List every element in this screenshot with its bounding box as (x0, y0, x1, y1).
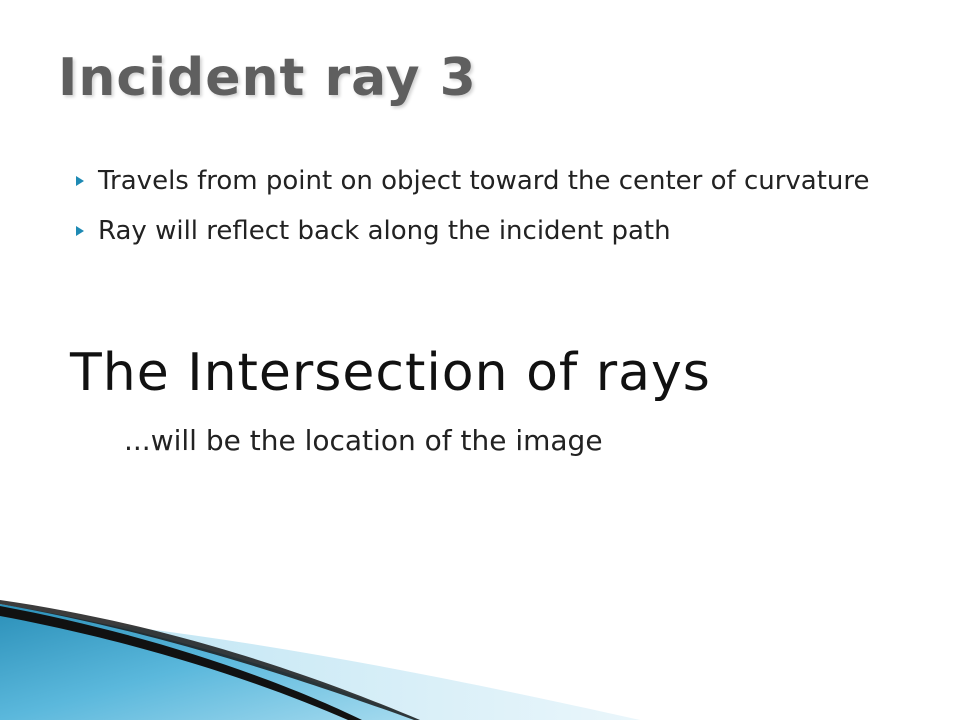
bullet-text: Travels from point on object toward the center of curvature (98, 166, 870, 196)
slide-title: Incident ray 3 (58, 48, 477, 108)
triangle-bullet-icon (76, 226, 84, 236)
section-heading: The Intersection of rays (70, 343, 711, 403)
decorative-wave-graphic (0, 590, 960, 720)
bullet-item (72, 212, 892, 250)
bullet-text: Ray will reflect back along the incident path (98, 216, 671, 246)
section-subline: ...will be the location of the image (124, 424, 603, 457)
bullet-list (72, 162, 892, 262)
triangle-bullet-icon (76, 176, 84, 186)
bullet-item (72, 162, 892, 200)
